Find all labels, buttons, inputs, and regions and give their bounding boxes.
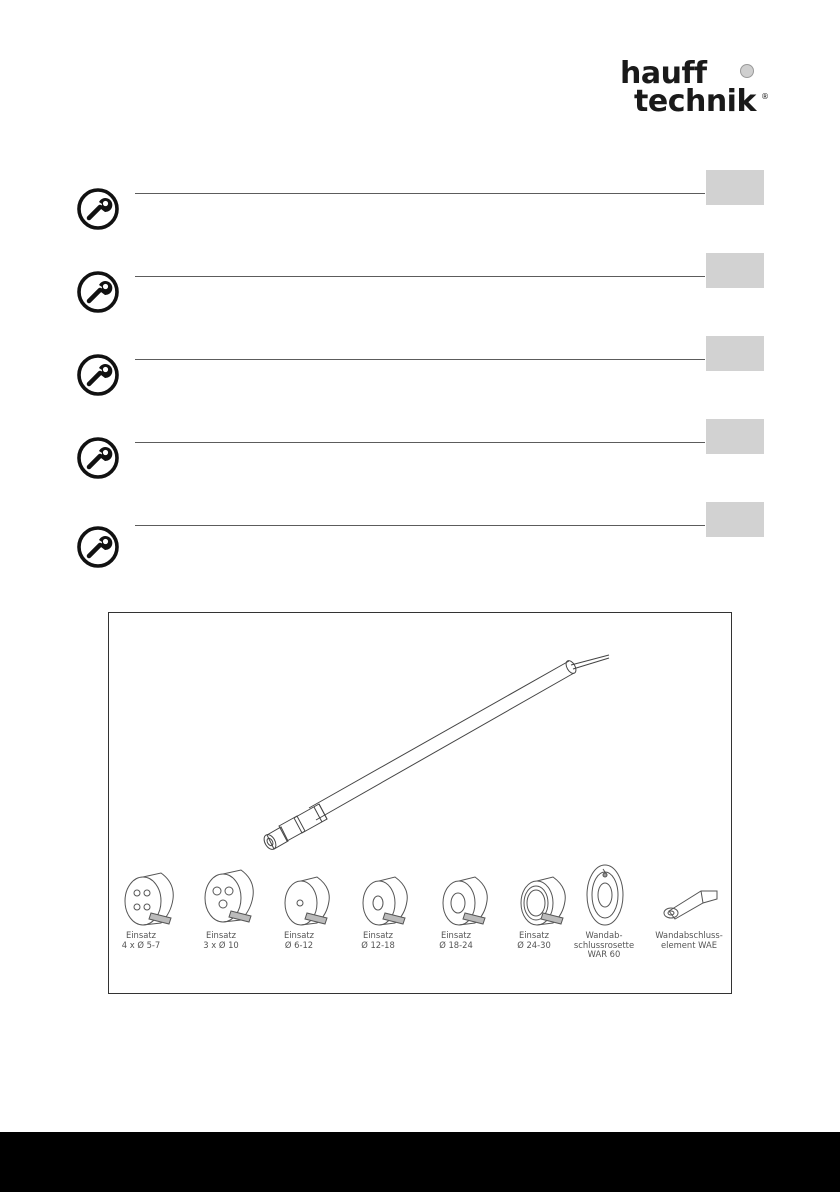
language-tab: [706, 502, 764, 537]
section-row-2: [0, 253, 840, 333]
section-row-3: [0, 336, 840, 416]
part-label: Einsatz 3 x Ø 10: [203, 930, 239, 950]
logo-word-hauff: hauff: [620, 56, 707, 91]
logo-registered-mark: ®: [761, 92, 769, 101]
part-label: Einsatz Ø 24-30: [517, 930, 551, 950]
part-label: Einsatz Ø 18-24: [439, 930, 473, 950]
section-rule: [135, 525, 705, 526]
section-rule: [135, 442, 705, 443]
insert-18-24-illustration: [443, 877, 487, 925]
section-rule: [135, 193, 705, 194]
language-tab: [706, 336, 764, 371]
wrench-icon: [77, 354, 119, 396]
section-row-4: [0, 419, 840, 499]
section-rule: [135, 359, 705, 360]
language-tab: [706, 253, 764, 288]
hauff-technik-logo: [620, 56, 770, 122]
section-row-5: [0, 502, 840, 582]
insert-12-18-illustration: [363, 877, 407, 925]
insert-3x10-illustration: [205, 870, 253, 922]
logo-dot-icon: [740, 64, 754, 78]
part-label: Einsatz 4 x Ø 5-7: [121, 930, 161, 950]
part-label: Einsatz Ø 6-12: [283, 930, 315, 950]
assembly-rod-illustration: [262, 655, 609, 851]
wall-rosette-war60-illustration: [587, 865, 623, 925]
section-row-1: [0, 170, 840, 250]
wrench-icon: [77, 188, 119, 230]
part-label: Wandab- schlussrosette WAR 60: [573, 930, 635, 960]
wrench-icon: [77, 526, 119, 568]
language-tab: [706, 170, 764, 205]
part-label: Wandabschluss- element WAE: [655, 930, 723, 950]
wrench-icon: [77, 437, 119, 479]
insert-4x5-7-illustration: [125, 873, 173, 925]
wall-closure-element-wae-illustration: [664, 891, 717, 919]
footer-bar: [0, 1132, 840, 1192]
insert-24-30-illustration: [521, 877, 565, 925]
section-rule: [135, 276, 705, 277]
insert-6-12-illustration: [285, 877, 329, 925]
part-label: Einsatz Ø 12-18: [361, 930, 395, 950]
logo-word-technik: technik: [634, 84, 756, 119]
wrench-icon: [77, 271, 119, 313]
language-tab: [706, 419, 764, 454]
parts-panel: [108, 612, 732, 994]
